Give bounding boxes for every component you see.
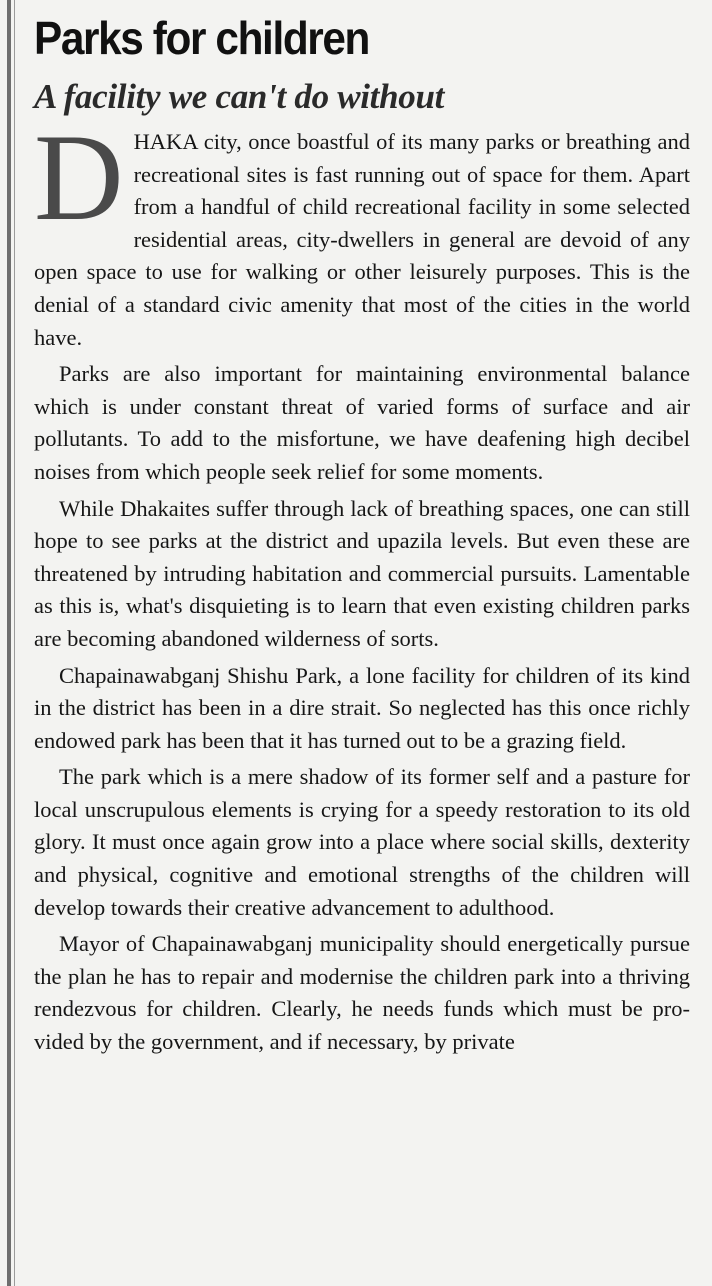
editorial-article xyxy=(34,6,690,1063)
drop-cap: D xyxy=(34,109,124,246)
paragraph-1 xyxy=(34,109,690,354)
paragraph-6: Mayor of Chapainawabganj municipality should energetically pursue the plan he has to repair and modernise the children park into a thriving rendezvous for children. Clearly, he needs funds which must be provided by the government, and if necessary, by private xyxy=(34,931,690,1055)
article-body xyxy=(34,109,690,1059)
paragraph-5: The park which is a mere shadow of its former self and a pasture for local unscrupulous elements is crying for a speedy restoration to its old glory. It must once again grow into a place where social skills, dexterity and physical, cognitive and emotional strengths of the children will develop towards their creative advancement to adulthood. xyxy=(34,764,690,920)
column-rule-thin xyxy=(14,0,15,1286)
headline: Parks for children xyxy=(34,12,370,64)
paragraph-1-text: HAKA city, once boastful of its many parks or breathing and recreational sites is fast running out of space for them. Apart from a handful of child recreational facility in some selected residential areas, city-dwellers in general are devoid of any open space to use for walking or other leisurely purposes. This is the denial of a standard civic amenity that most of the cities in the world have. xyxy=(34,129,690,350)
column-rule xyxy=(7,0,11,1286)
paragraph-3: While Dhakaites suffer through lack of breathing spaces, one can still hope to see parks at the district and upazila levels. But even these are threatened by intruding habitation and commercial pursuits. Lamentable as this is, what's disquieting is to learn that even existing children parks are becoming abandoned wilderness of sorts. xyxy=(34,495,690,651)
subheadline: A facility we can't do without xyxy=(34,77,445,116)
paragraph-2: Parks are also important for maintaining environmental balance which is under constant threat of varied forms of surface and air pollutants. To add to the misfortune, we have deafening high decibel noises from which people seek relief for some moments. xyxy=(34,361,690,484)
paragraph-4: Chapainawabganj Shishu Park, a lone facility for children of its kind in the district has been in a dire strait. So neglected has this once richly endowed park has been that it has turned out to be a grazing field. xyxy=(34,662,690,753)
